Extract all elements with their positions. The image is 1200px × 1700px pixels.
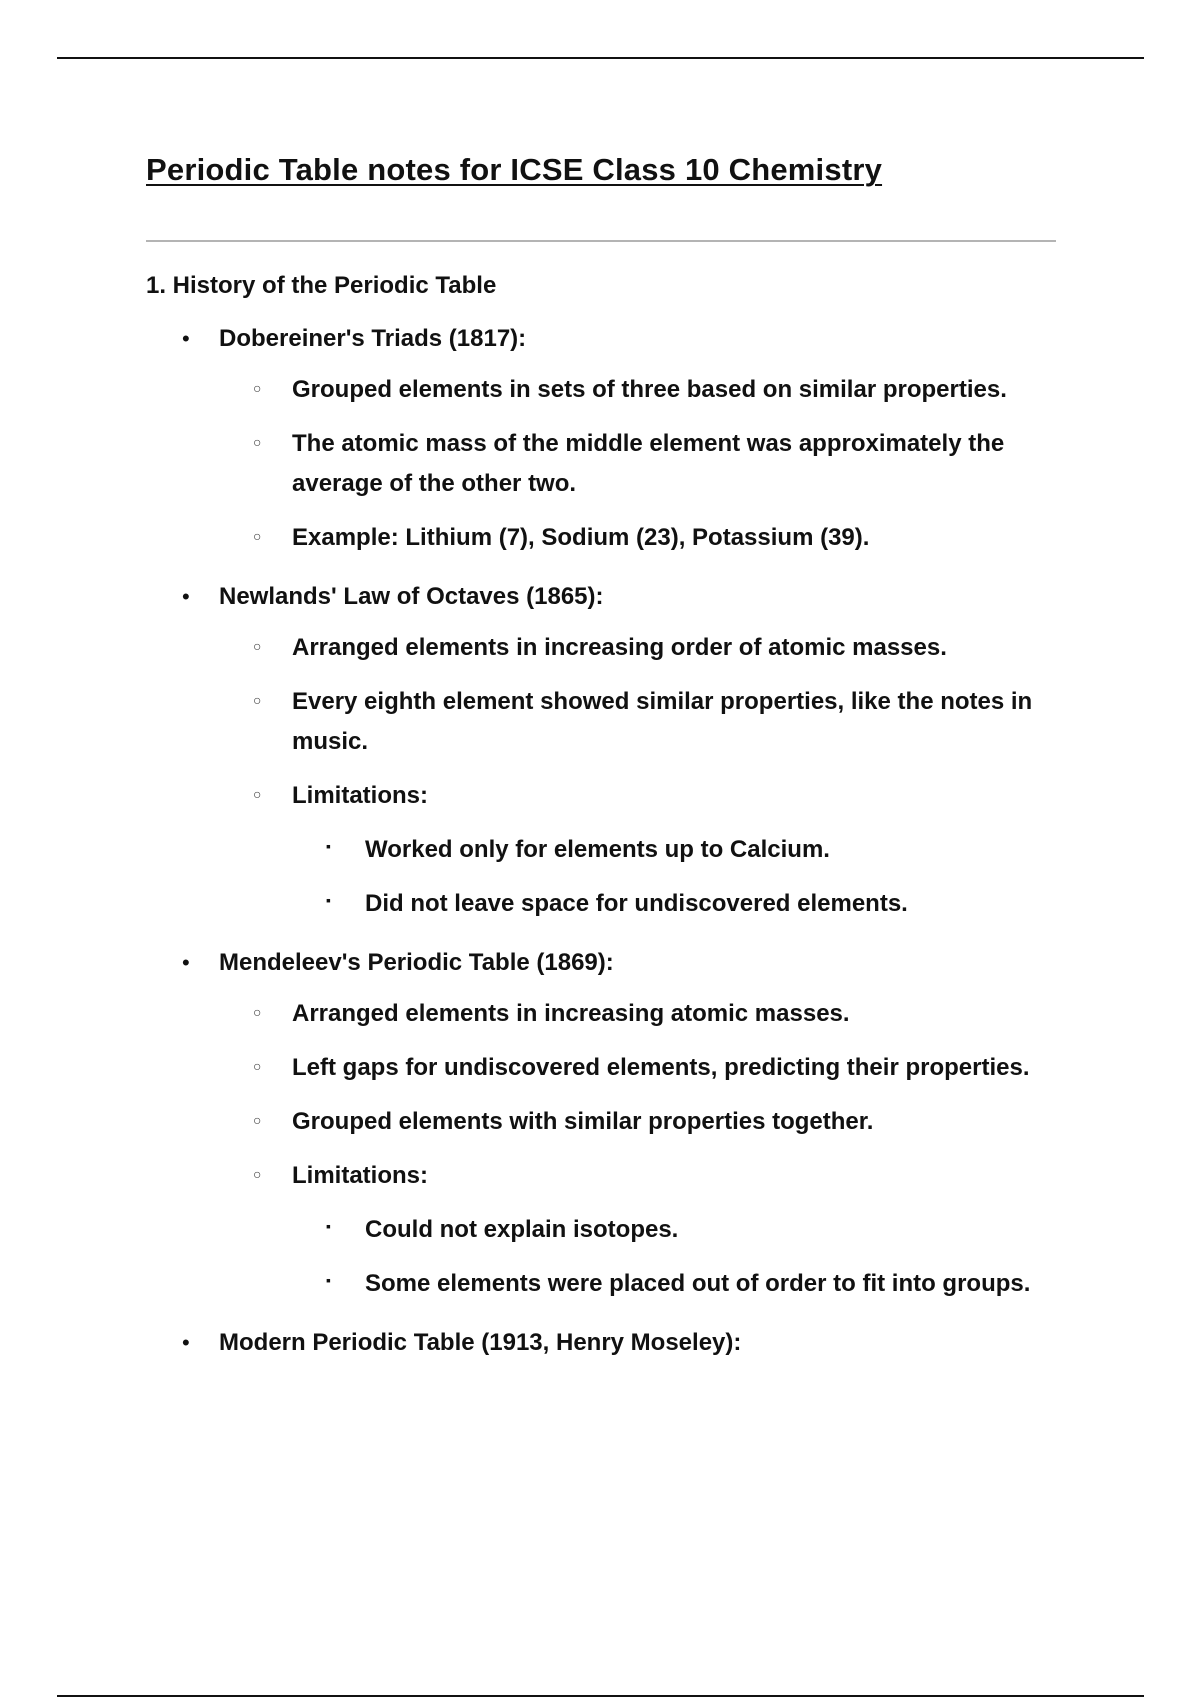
topic-item [146,580,1076,924]
point-list [219,370,1076,558]
subpoint-item [292,884,1076,924]
page-top-rule [57,57,1144,59]
square-bullet-icon: ▪ [326,838,331,854]
topic-item [146,946,1076,1304]
topic-label: Mendeleev's Periodic Table (1869): [219,949,614,976]
subpoint-text: Could not explain isotopes. [365,1216,679,1243]
circle-bullet-icon: ○ [253,692,262,708]
point-item [219,1102,1076,1142]
point-item [219,628,1076,668]
point-item [219,1048,1076,1088]
circle-bullet-icon: ○ [253,434,262,450]
point-text: Every eighth element showed similar properties, like the notes in music. [292,688,1033,755]
point-text: Limitations: [292,782,428,809]
point-item [219,994,1076,1034]
bullet-icon: • [182,584,190,609]
bullet-icon: • [182,950,190,975]
circle-bullet-icon: ○ [253,786,262,802]
bullet-icon: • [182,326,190,351]
bullet-icon: • [182,1330,190,1355]
square-bullet-icon: ▪ [326,1272,331,1288]
document-content [146,150,1076,1356]
subpoint-item [292,1210,1076,1250]
point-item [219,370,1076,410]
point-list [219,628,1076,924]
page-bottom-rule [57,1695,1144,1697]
topic-list [146,322,1076,1382]
point-text: Example: Lithium (7), Sodium (23), Potassium (39). [292,524,870,551]
circle-bullet-icon: ○ [253,1166,262,1182]
point-item [219,682,1076,762]
point-item [219,776,1076,924]
point-item [219,1156,1076,1304]
topic-label: Dobereiner's Triads (1817): [219,325,527,352]
subpoint-item [292,830,1076,870]
subpoint-list [292,830,1076,924]
circle-bullet-icon: ○ [253,1004,262,1020]
point-text: Grouped elements in sets of three based on similar properties. [292,376,1007,403]
document-title: Periodic Table notes for ICSE Class 10 Chemistry [146,152,883,187]
topic-label: Modern Periodic Table (1913, Henry Moseley): [219,1329,742,1356]
section-heading: 1. History of the Periodic Table [146,272,497,299]
circle-bullet-icon: ○ [253,528,262,544]
subpoint-list [292,1210,1076,1304]
point-text: The atomic mass of the middle element was approximately the average of the other two. [292,430,1005,497]
subpoint-text: Did not leave space for undiscovered elements. [365,890,908,917]
subpoint-item [292,1264,1076,1304]
square-bullet-icon: ▪ [326,1218,331,1234]
point-text: Grouped elements with similar properties together. [292,1108,874,1135]
point-text: Arranged elements in increasing atomic masses. [292,1000,850,1027]
subpoint-text: Some elements were placed out of order to fit into groups. [365,1270,1031,1297]
topic-label: Newlands' Law of Octaves (1865): [219,583,604,610]
section-divider [146,240,1056,242]
circle-bullet-icon: ○ [253,1112,262,1128]
square-bullet-icon: ▪ [326,892,331,908]
point-item [219,424,1076,504]
circle-bullet-icon: ○ [253,638,262,654]
point-text: Limitations: [292,1162,428,1189]
point-text: Left gaps for undiscovered elements, predicting their properties. [292,1054,1030,1081]
circle-bullet-icon: ○ [253,1058,262,1074]
topic-item [146,322,1076,558]
topic-item [146,1326,1076,1360]
point-text: Arranged elements in increasing order of atomic masses. [292,634,947,661]
point-list [219,994,1076,1304]
point-item [219,518,1076,558]
subpoint-text: Worked only for elements up to Calcium. [365,836,830,863]
circle-bullet-icon: ○ [253,380,262,396]
